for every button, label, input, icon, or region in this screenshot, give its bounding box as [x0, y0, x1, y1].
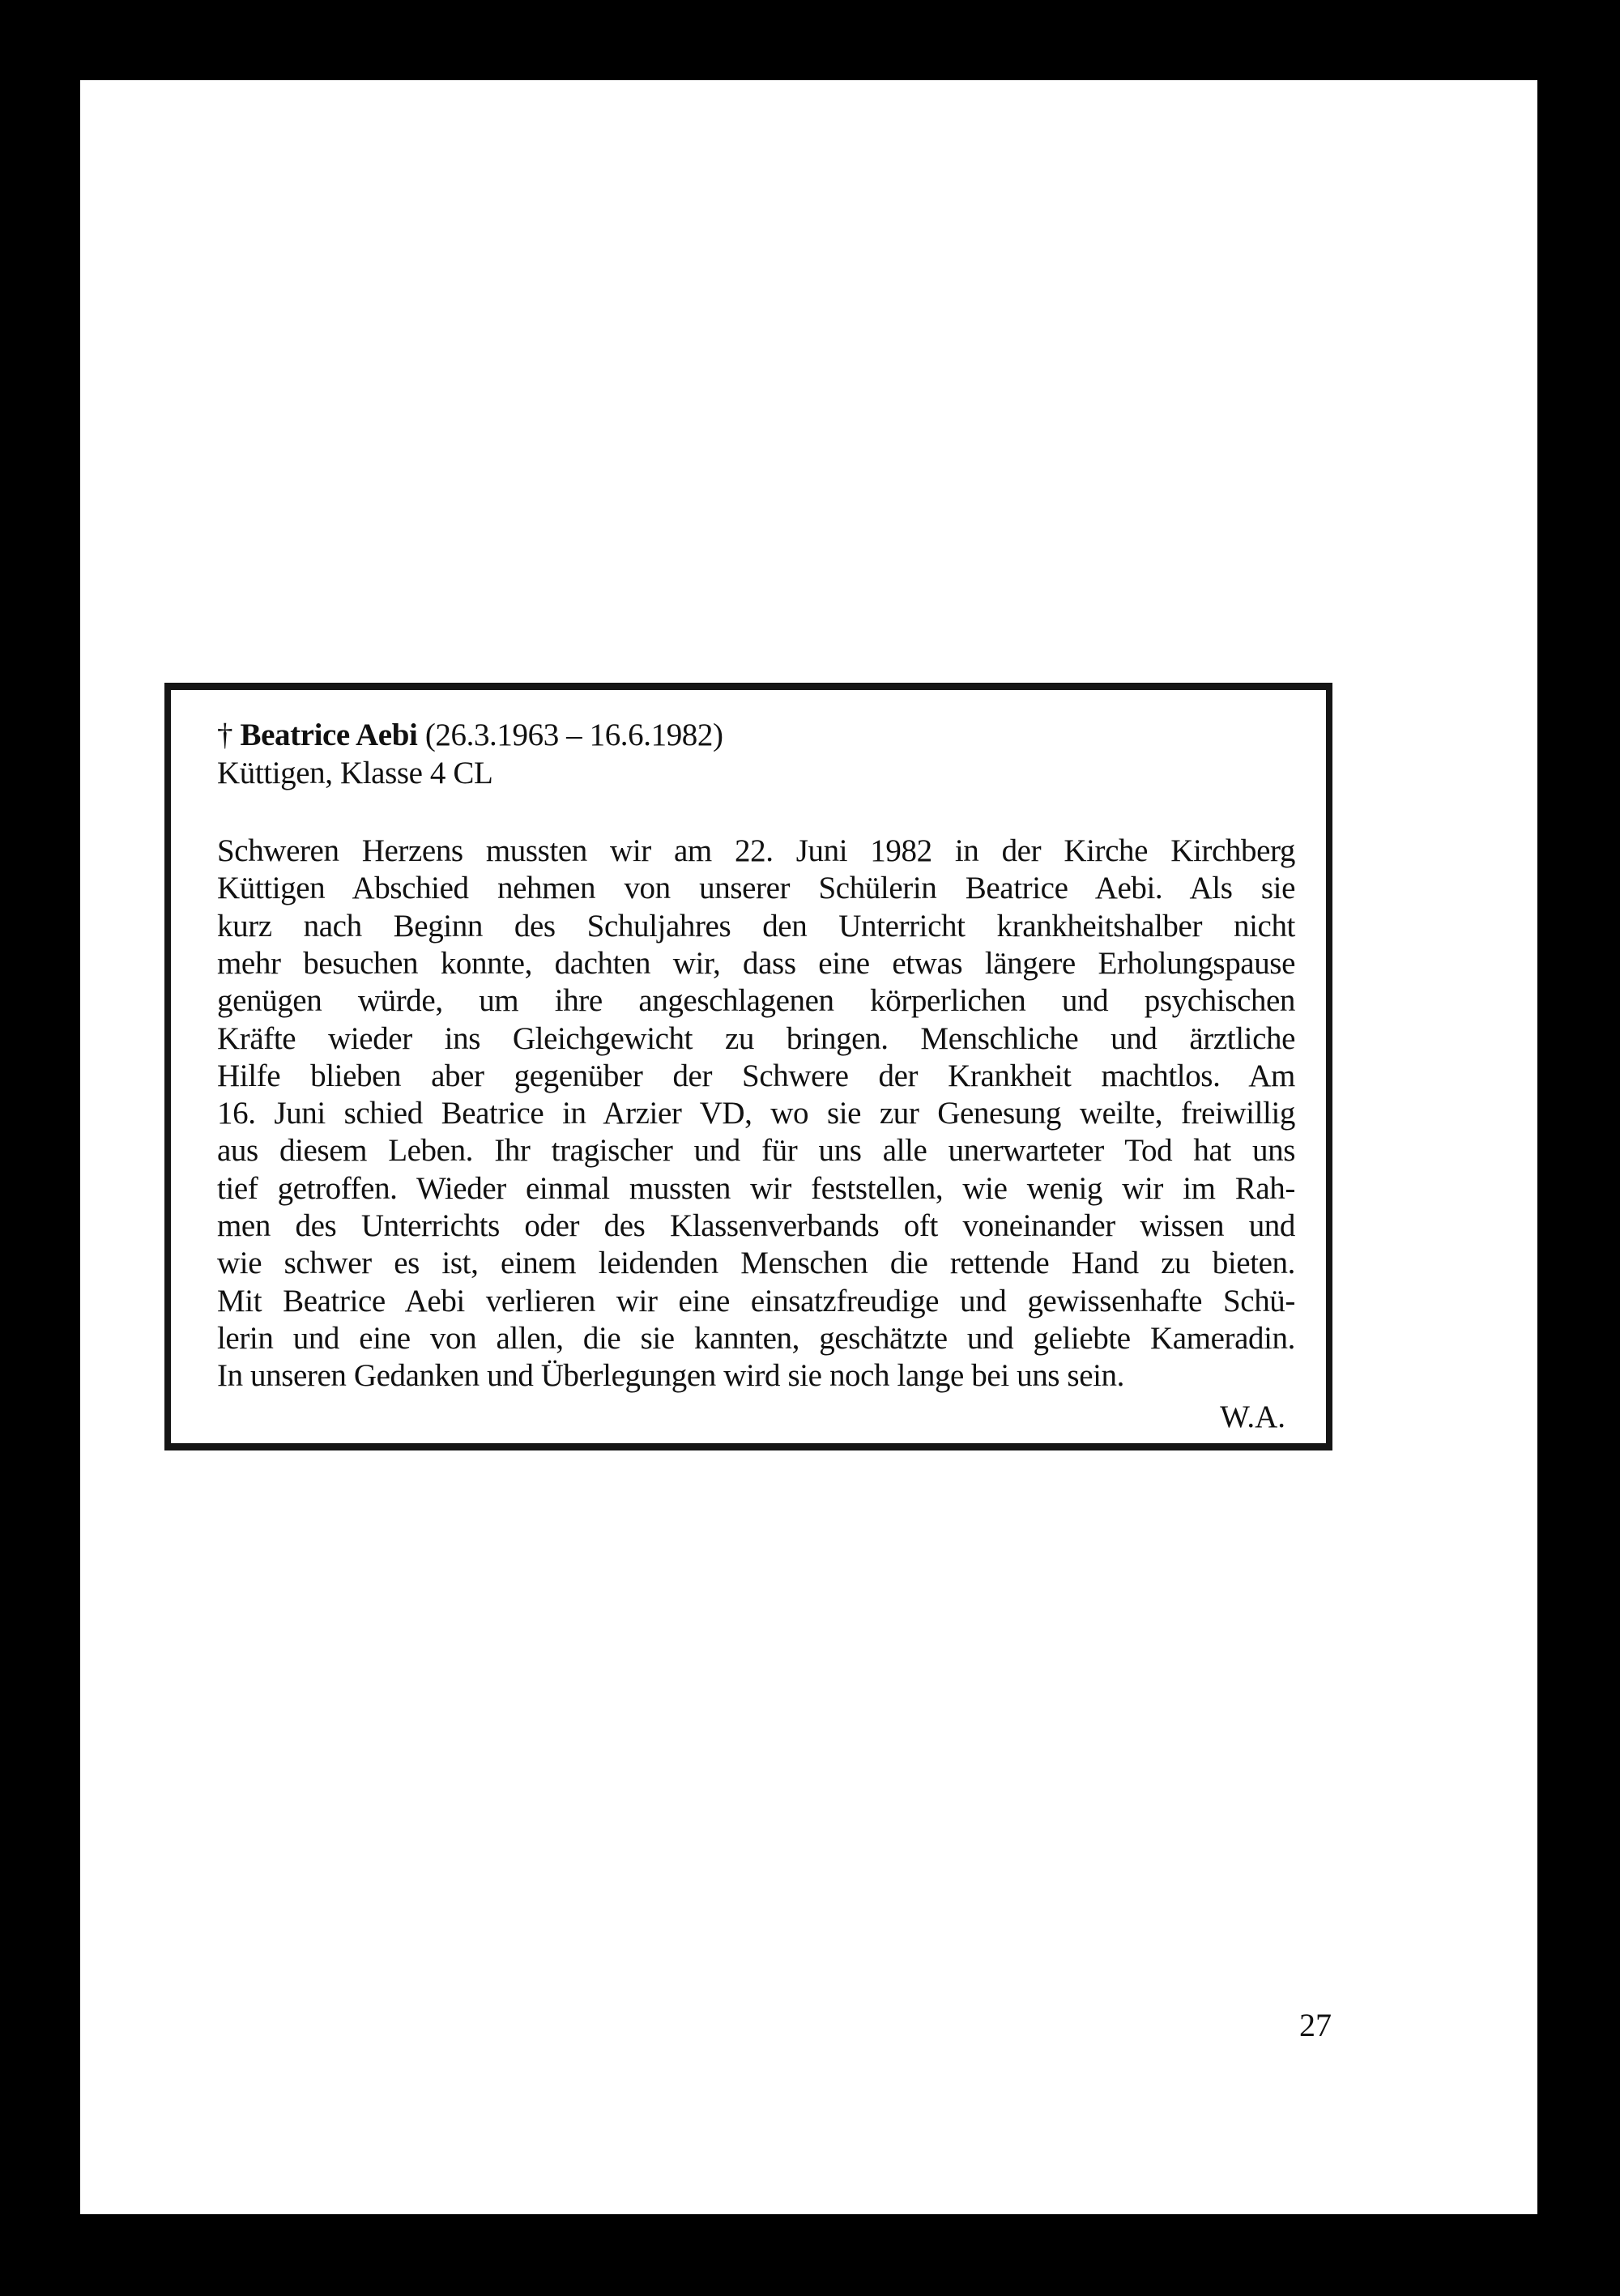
deceased-name: Beatrice Aebi — [240, 718, 418, 752]
obituary-subtitle: Küttigen, Klasse 4 CL — [217, 756, 493, 790]
body-line: tief getroffen. Wieder einmal mussten wir feststellen, wie wenig wir im Rah- — [217, 1170, 1295, 1206]
body-line: men des Unterrichts oder des Klassenverbands oft voneinander wissen und — [217, 1208, 1295, 1243]
body-line: wie schwer es ist, einem leidenden Menschen die rettende Hand zu bieten. — [217, 1246, 1295, 1281]
author-signature: W.A. — [1220, 1399, 1285, 1434]
life-dates: (26.3.1963 – 16.6.1982) — [424, 718, 723, 752]
body-line: Schweren Herzens mussten wir am 22. Juni 1982 in der Kirche Kirchberg — [217, 833, 1295, 868]
body-line: aus diesem Leben. Ihr tragischer und für uns alle unerwarteter Tod hat uns — [217, 1133, 1295, 1169]
body-line: Hilfe blieben aber gegenüber der Schwere der Krankheit machtlos. Am — [217, 1058, 1295, 1093]
body-line: Küttigen Abschied nehmen von unserer Schülerin Beatrice Aebi. Als sie — [217, 871, 1295, 906]
obituary-box — [164, 683, 1332, 1450]
body-line: genügen würde, um ihre angeschlagenen körperlichen und psychischen — [217, 983, 1295, 1019]
document-page — [80, 80, 1537, 2214]
body-line: kurz nach Beginn des Schuljahres den Unterricht krankheitshalber nicht — [217, 908, 1295, 944]
body-line: Mit Beatrice Aebi verlieren wir eine einsatzfreudige und gewissenhafte Schü- — [217, 1283, 1295, 1318]
body-line: lerin und eine von allen, die sie kannten, geschätzte und geliebte Kameradin. — [217, 1320, 1295, 1356]
page-number: 27 — [1299, 2007, 1332, 2043]
body-line: mehr besuchen konnte, dachten wir, dass eine etwas längere Erholungspause — [217, 945, 1295, 981]
body-line: Kräfte wieder ins Gleichgewicht zu bringen. Menschliche und ärztliche — [217, 1020, 1295, 1056]
cross-symbol: † — [217, 718, 233, 752]
body-line: 16. Juni schied Beatrice in Arzier VD, wo sie zur Genesung weilte, freiwillig — [217, 1096, 1295, 1131]
obituary-heading — [217, 717, 1295, 754]
body-line: In unseren Gedanken und Überlegungen wird sie noch lange bei uns sein. — [217, 1358, 1125, 1394]
